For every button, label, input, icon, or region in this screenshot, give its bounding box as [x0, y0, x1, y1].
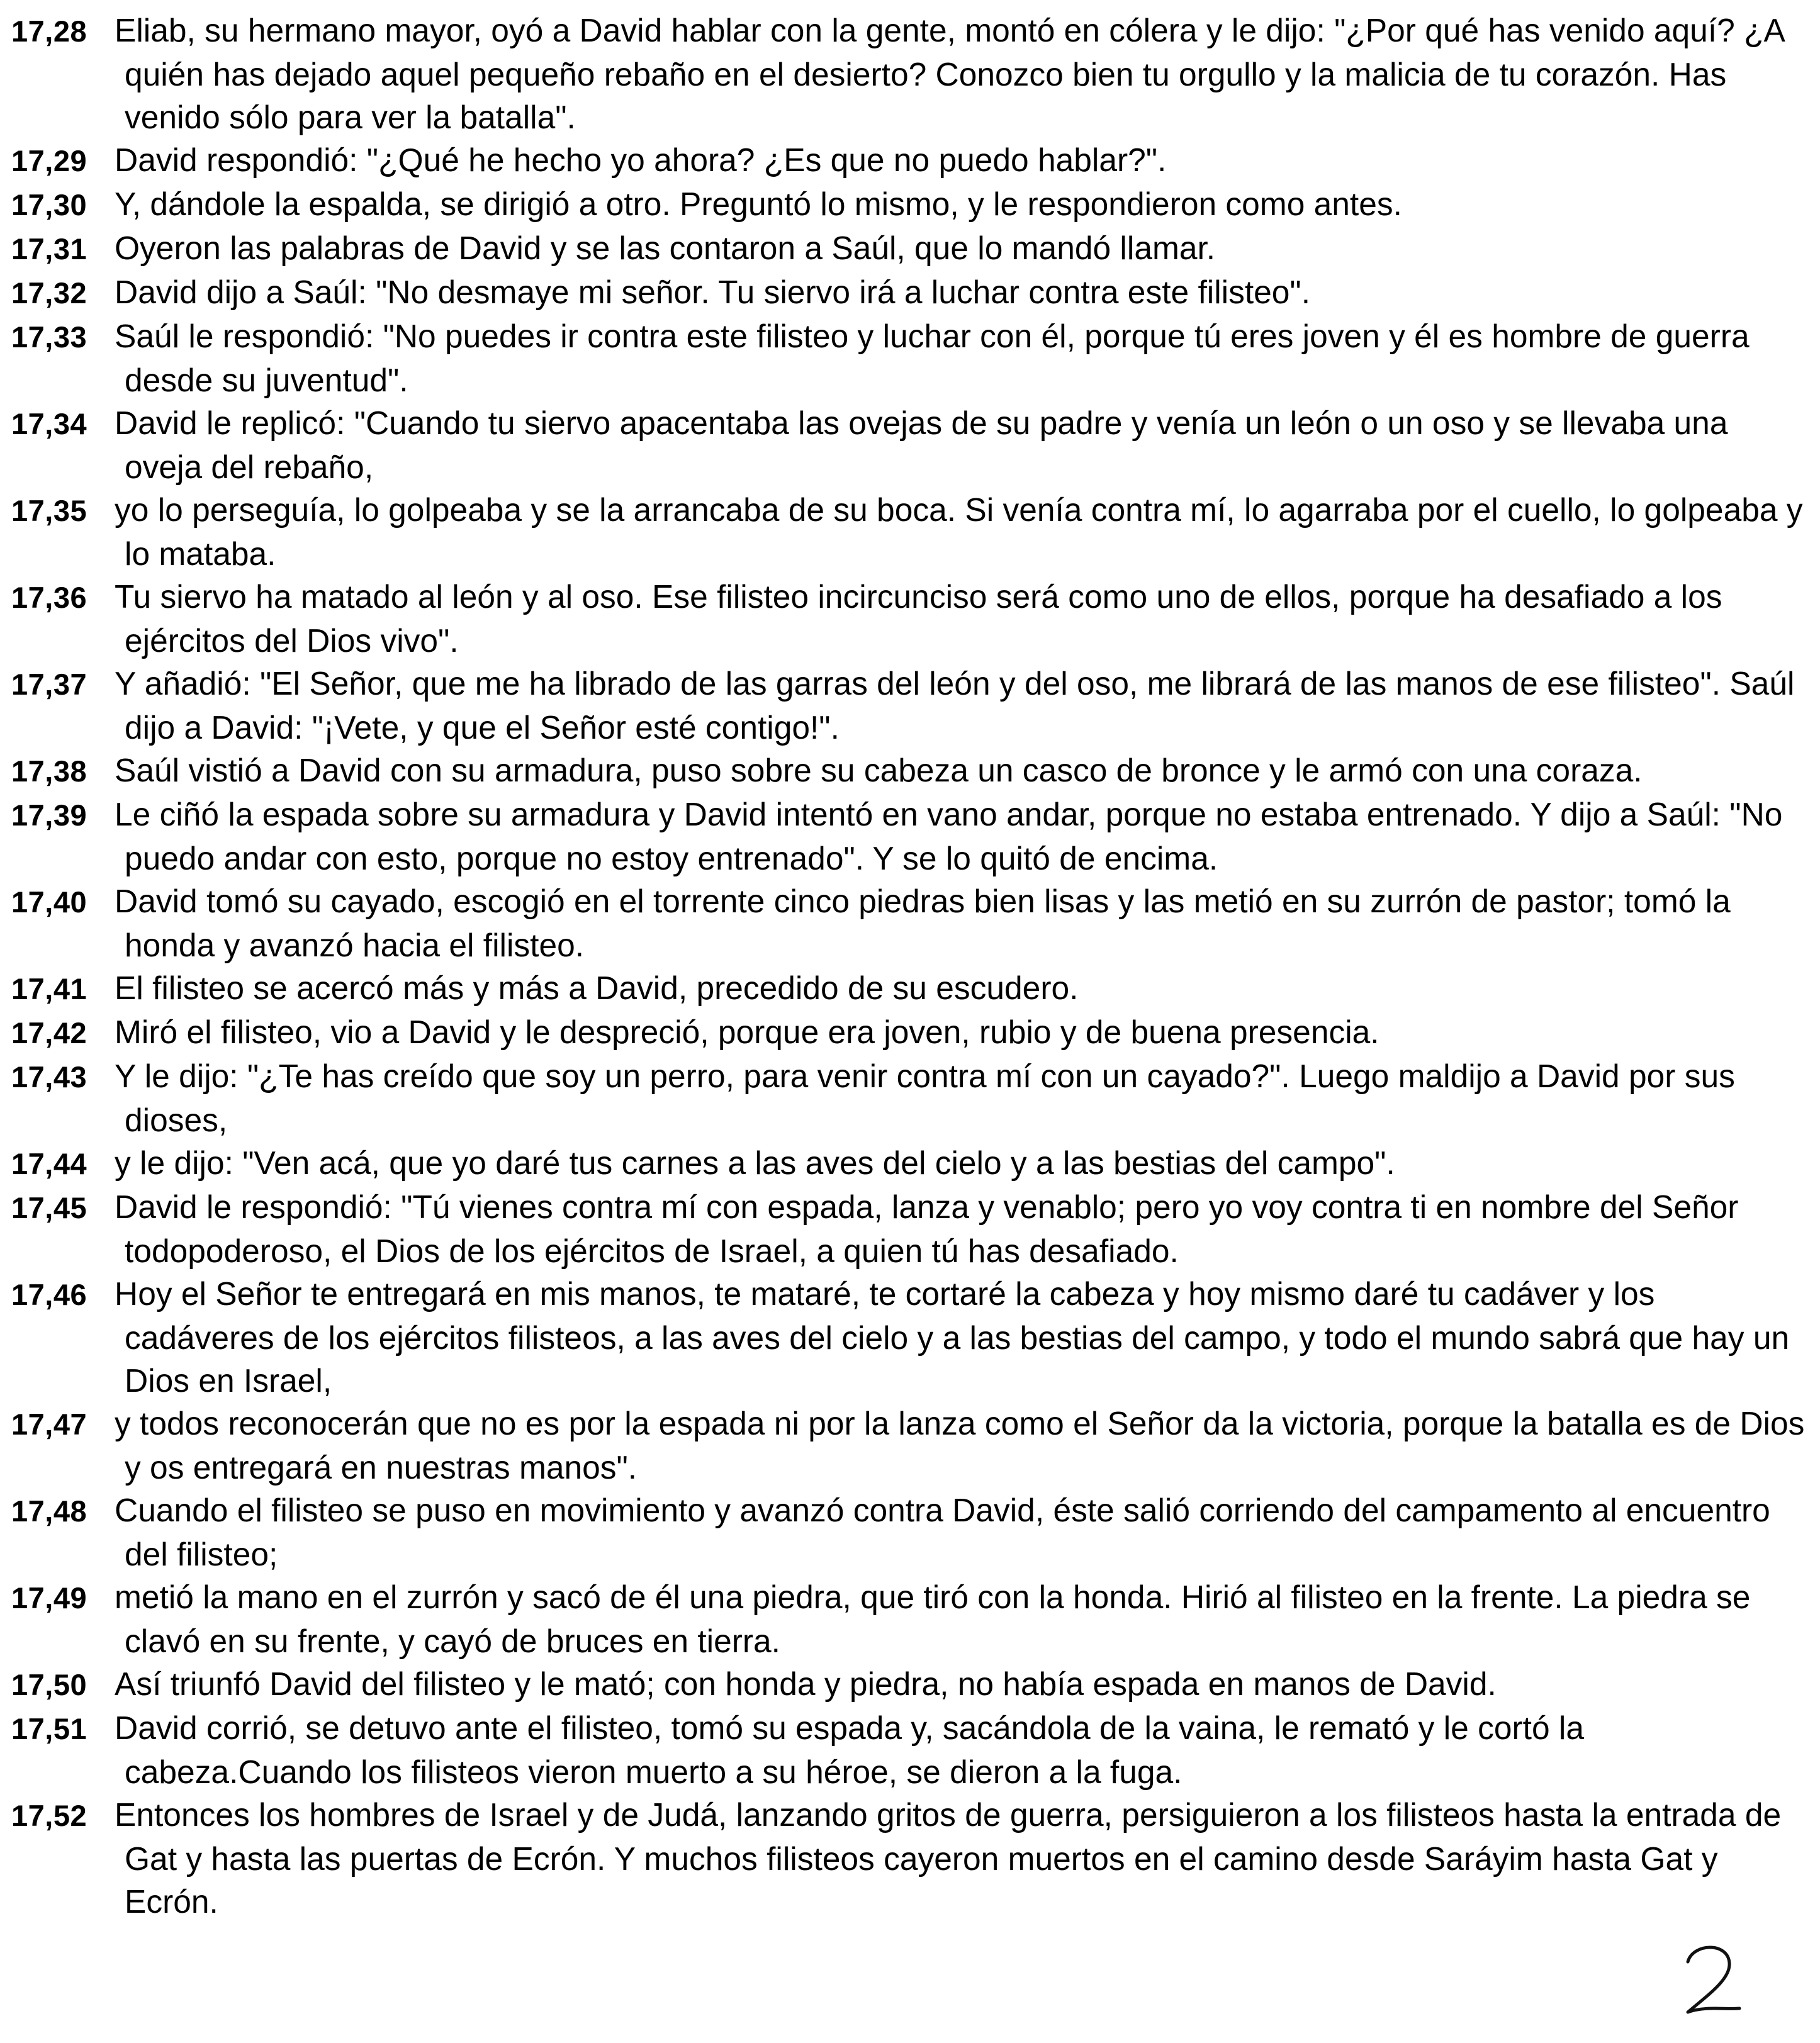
verse-reference: 17,51: [11, 1712, 87, 1745]
verse-item: [11, 793, 1811, 880]
handwritten-page-number: [1674, 1938, 1750, 2020]
verse-item: [11, 1010, 1811, 1055]
verse-item: [11, 575, 1811, 662]
verse-item: [11, 1402, 1811, 1489]
verse-item: [11, 182, 1811, 227]
verse-item: [11, 1662, 1811, 1706]
verse-reference: 17,28: [11, 14, 87, 48]
verse-text: David respondió: "¿Qué he hecho yo ahora? ¿Es que no puedo hablar?".: [115, 142, 1167, 178]
verse-item: [11, 1793, 1811, 1923]
verse-reference: 17,38: [11, 754, 87, 788]
verse-text: metió la mano en el zurrón y sacó de él una piedra, que tiró con la honda. Hirió al filisteo en la frente. La piedra se clavó en su frente, y cayó de bruces en tierra.: [115, 1579, 1751, 1659]
verse-reference: 17,47: [11, 1408, 87, 1441]
verse-text: Hoy el Señor te entregará en mis manos, te mataré, te cortaré la cabeza y hoy mismo daré tu cadáver y los cadáveres de los ejércitos filisteos, a las aves del cielo y a las bestias del campo, y todo el mundo sabrá que hay un Dios en Israel,: [115, 1275, 1790, 1399]
verse-text: El filisteo se acercó más y más a David, precedido de su escudero.: [115, 970, 1079, 1006]
verse-item: [11, 1272, 1811, 1402]
verse-text: Y, dándole la espalda, se dirigió a otro. Preguntó lo mismo, y le respondieron como antes.: [115, 186, 1402, 222]
verse-reference: 17,29: [11, 144, 87, 177]
verse-item: [11, 9, 1811, 138]
verse-text: David tomó su cayado, escogió en el torrente cinco piedras bien lisas y las metió en su zurrón de pastor; tomó la honda y avanzó hacia el filisteo.: [115, 883, 1731, 963]
verse-item: [11, 1706, 1811, 1793]
verse-item: [11, 1141, 1811, 1185]
verse-reference: 17,42: [11, 1016, 87, 1049]
verse-text: Así triunfó David del filisteo y le mató; con honda y piedra, no había espada en manos de David.: [115, 1665, 1497, 1702]
verse-reference: 17,30: [11, 188, 87, 221]
verse-reference: 17,36: [11, 581, 87, 614]
verse-reference: 17,41: [11, 972, 87, 1005]
verse-text: Y le dijo: "¿Te has creído que soy un perro, para venir contra mí con un cayado?". Luego maldijo a David por sus dioses,: [115, 1058, 1735, 1138]
verse-text: yo lo perseguía, lo golpeaba y se la arrancaba de su boca. Si venía contra mí, lo agarraba por el cuello, lo golpeaba y lo mataba.: [115, 491, 1803, 572]
verse-text: Tu siervo ha matado al león y al oso. Ese filisteo incircunciso será como uno de ellos, porque ha desafiado a los ejércitos del Dios vivo".: [115, 578, 1722, 659]
verse-reference: 17,32: [11, 276, 87, 310]
verse-reference: 17,37: [11, 668, 87, 701]
verse-item: [11, 315, 1811, 401]
verse-reference: 17,43: [11, 1060, 87, 1094]
verse-reference: 17,40: [11, 885, 87, 919]
verse-reference: 17,34: [11, 407, 87, 440]
verse-item: [11, 880, 1811, 966]
verse-text: Miró el filisteo, vio a David y le despreció, porque era joven, rubio y de buena presencia.: [115, 1014, 1379, 1050]
verse-reference: 17,35: [11, 494, 87, 527]
verse-item: [11, 749, 1811, 793]
verse-item: [11, 227, 1811, 271]
verse-item: [11, 966, 1811, 1010]
verse-reference: 17,50: [11, 1668, 87, 1701]
verse-reference: 17,48: [11, 1494, 87, 1528]
verse-text: Cuando el filisteo se puso en movimiento y avanzó contra David, éste salió corriendo del campamento al encuentro del filisteo;: [115, 1492, 1770, 1572]
verse-text: Oyeron las palabras de David y se las contaron a Saúl, que lo mandó llamar.: [115, 230, 1216, 266]
verse-reference: 17,46: [11, 1278, 87, 1311]
verse-list: [11, 9, 1811, 1923]
verse-item: [11, 401, 1811, 488]
verse-reference: 17,31: [11, 232, 87, 266]
verse-text: y todos reconocerán que no es por la espada ni por la lanza como el Señor da la victoria, porque la batalla es de Dios y os entregará en nuestras manos".: [115, 1405, 1805, 1486]
verse-item: [11, 271, 1811, 315]
verse-item: [11, 662, 1811, 749]
verse-text: David corrió, se detuvo ante el filisteo, tomó su espada y, sacándola de la vaina, le remató y le cortó la cabeza.Cuando los filisteos vieron muerto a su héroe, se dieron a la fuga.: [115, 1710, 1584, 1790]
verse-text: David dijo a Saúl: "No desmaye mi señor. Tu siervo irá a luchar contra este filisteo".: [115, 274, 1311, 310]
verse-reference: 17,49: [11, 1581, 87, 1615]
verse-item: [11, 1576, 1811, 1662]
verse-text: Saúl vistió a David con su armadura, puso sobre su cabeza un casco de bronce y le armó con una coraza.: [115, 752, 1643, 788]
verse-text: Le ciñó la espada sobre su armadura y David intentó en vano andar, porque no estaba entrenado. Y dijo a Saúl: "No puedo andar con esto, porque no estoy entrenado". Y se lo quitó de encima.: [115, 796, 1783, 876]
verse-reference: 17,44: [11, 1147, 87, 1180]
verse-reference: 17,52: [11, 1799, 87, 1832]
verse-item: [11, 1489, 1811, 1576]
verse-reference: 17,39: [11, 798, 87, 832]
verse-item: [11, 488, 1811, 575]
verse-text: Y añadió: "El Señor, que me ha librado de las garras del león y del oso, me librará de las manos de ese filisteo". Saúl dijo a David: "¡Vete, y que el Señor esté contigo!".: [115, 665, 1795, 746]
verse-item: [11, 1055, 1811, 1141]
verse-reference: 17,45: [11, 1191, 87, 1224]
verse-text: Saúl le respondió: "No puedes ir contra este filisteo y luchar con él, porque tú eres joven y él es hombre de guerra desde su juventud".: [115, 318, 1750, 398]
verse-item: [11, 1185, 1811, 1272]
verse-text: David le respondió: "Tú vienes contra mí con espada, lanza y venablo; pero yo voy contra ti en nombre del Señor todopoderoso, el Dios de los ejércitos de Israel, a quien tú has desafiado.: [115, 1189, 1739, 1269]
verse-text: y le dijo: "Ven acá, que yo daré tus carnes a las aves del cielo y a las bestias del campo".: [115, 1145, 1395, 1181]
verse-item: [11, 138, 1811, 182]
verse-text: David le replicó: "Cuando tu siervo apacentaba las ovejas de su padre y venía un león o un oso y se llevaba una oveja del rebaño,: [115, 405, 1728, 485]
verse-text: Entonces los hombres de Israel y de Judá, lanzando gritos de guerra, persiguieron a los filisteos hasta la entrada de Gat y hasta las puertas de Ecrón. Y muchos filisteos cayeron muertos en el camino desde Saráyim hasta Gat y Ecrón.: [115, 1796, 1782, 1920]
verse-reference: 17,33: [11, 320, 87, 354]
verse-text: Eliab, su hermano mayor, oyó a David hablar con la gente, montó en cólera y le dijo: "¿Por qué has venido aquí? ¿A quién has dejado aquel pequeño rebaño en el desierto? Conozco bien tu orgullo y la malicia de tu corazón. Has venido sólo para ver la batalla".: [115, 12, 1784, 135]
